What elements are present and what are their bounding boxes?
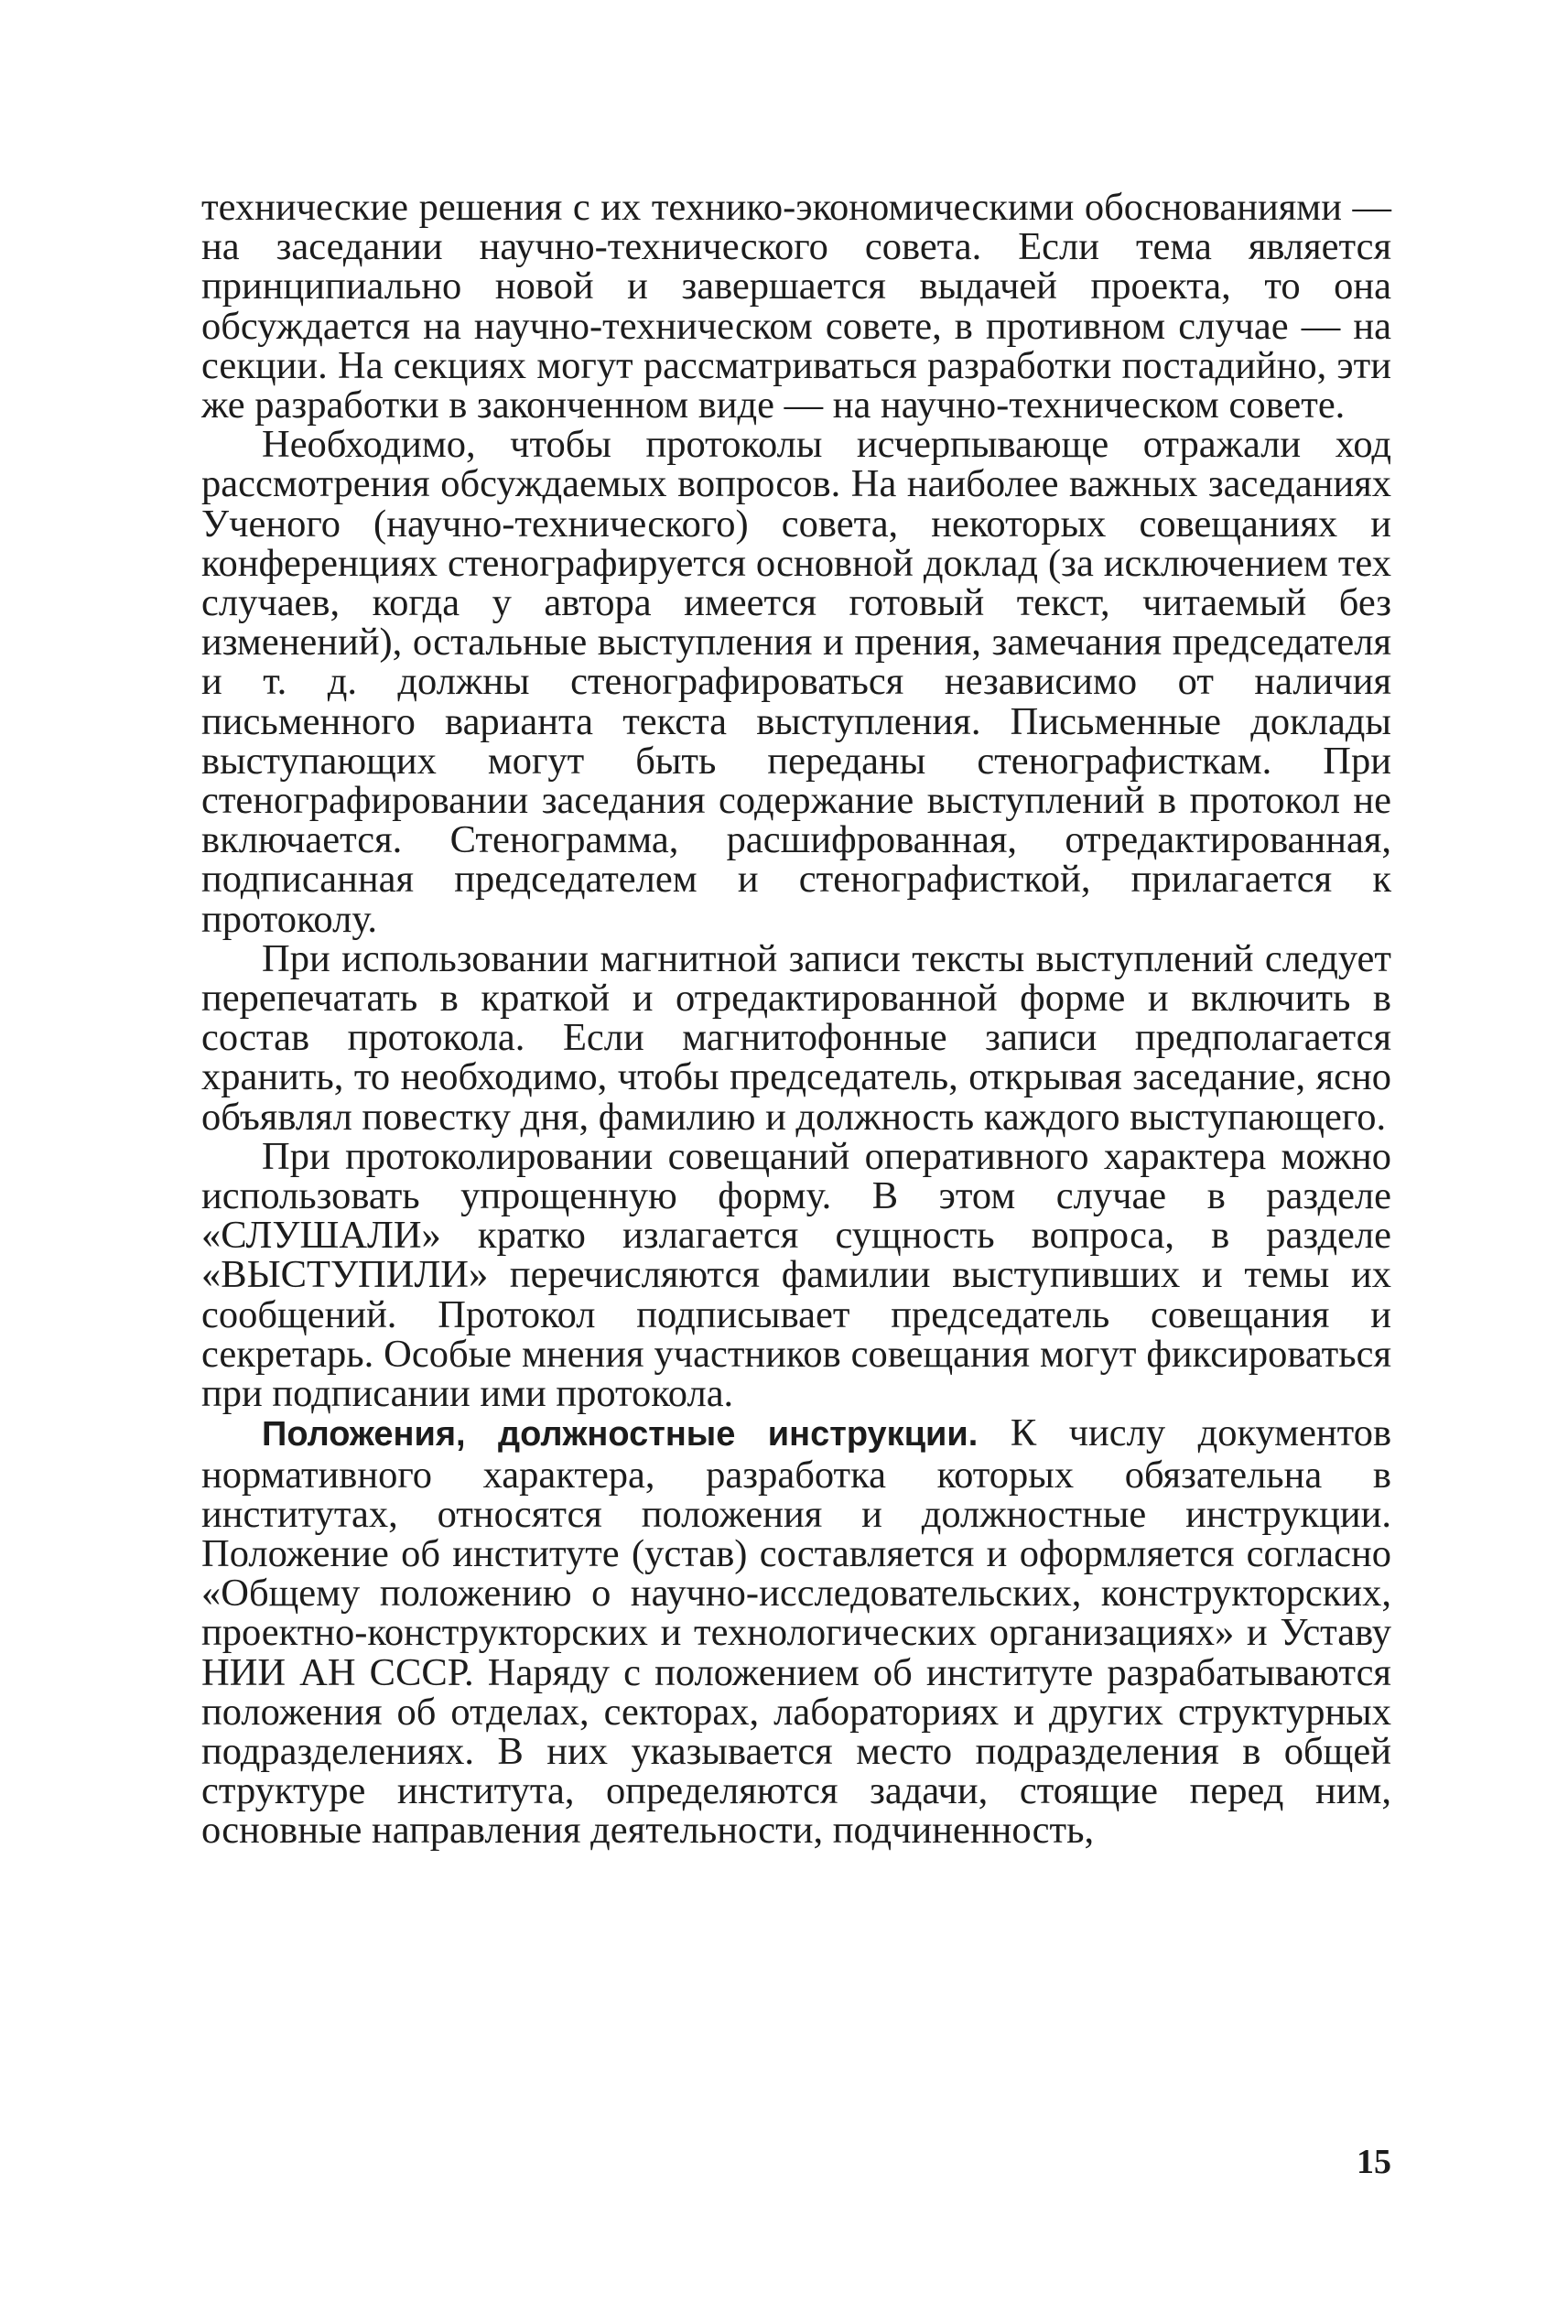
section-text: К числу документов нормативного характера, разработка которых обязательна в институтах, относятся положения и должностные инструкции. Положение об институте (устав) составляется и оформляется согласно «Общему положению о научно-исследовательских, конструкторских, проектно-конструкторских и технологических организациях» и Уставу НИИ АН СССР. Наряду с положением об институте разрабатываются положения об отделах, секторах, лабораториях и других структурных подразделениях. В них указывается место подразделения в общей структуре института, определяются задачи, стоящие перед ним, основные направления деятельности, подчиненность, (201, 1411, 1392, 1853)
paragraph-5 (201, 1411, 1392, 1853)
section-heading: Положения, должностные инструкции. (262, 1415, 979, 1454)
paragraph-1: технические решения с их технико-экономическими обоснованиями — на заседании научно-технического совета. Если тема является принципиально новой и завершается выдачей проекта, то она обсуждается на научно-техническом совете, в противном случае — на секции. На секциях могут рассматриваться разработки постадийно, эти же разработки в законченном виде — на научно-техническом совете. (201, 186, 1391, 427)
paragraph-2: Необходимо, чтобы протоколы исчерпывающе отражали ход рассмотрения обсуждаемых вопросов. На наиболее важных заседаниях Ученого (научно-технического) совета, некоторых совещаниях и конференциях стенографируется основной доклад (за исключением тех случаев, когда у автора имеется готовый текст, читаемый без изменений), остальные выступления и прения, замечания председателя и т. д. должны стенографироваться независимо от наличия письменного варианта текста выступления. Письменные доклады выступающих могут быть переданы стенографисткам. При стенографировании заседания содержание выступлений в протокол не включается. Стенограмма, расшифрованная, отредактированная, подписанная председателем и стенографисткой, прилагается к протоколу. (201, 423, 1391, 941)
paragraph-4: При протоколировании совещаний оперативного характера можно использовать упрощенную форму. В этом случае в разделе «СЛУШАЛИ» кратко излагается сущность вопроса, в разделе «ВЫСТУПИЛИ» перечисляются фамилии выступивших и темы их сообщений. Протокол подписывает председатель совещания и секретарь. Особые мнения участников совещания могут фиксироваться при подписании ими протокола. (201, 1134, 1391, 1416)
paragraph-3: При использовании магнитной записи тексты выступлений следует перепечатать в краткой и отредактированной форме и включить в состав протокола. Если магнитофонные записи предполагается хранить, то необходимо, чтобы председатель, открывая заседание, ясно объявлял повестку дня, фамилию и должность каждого выступающего. (201, 936, 1391, 1139)
page-body (201, 188, 1391, 1851)
page-number: 15 (1357, 2143, 1391, 2181)
